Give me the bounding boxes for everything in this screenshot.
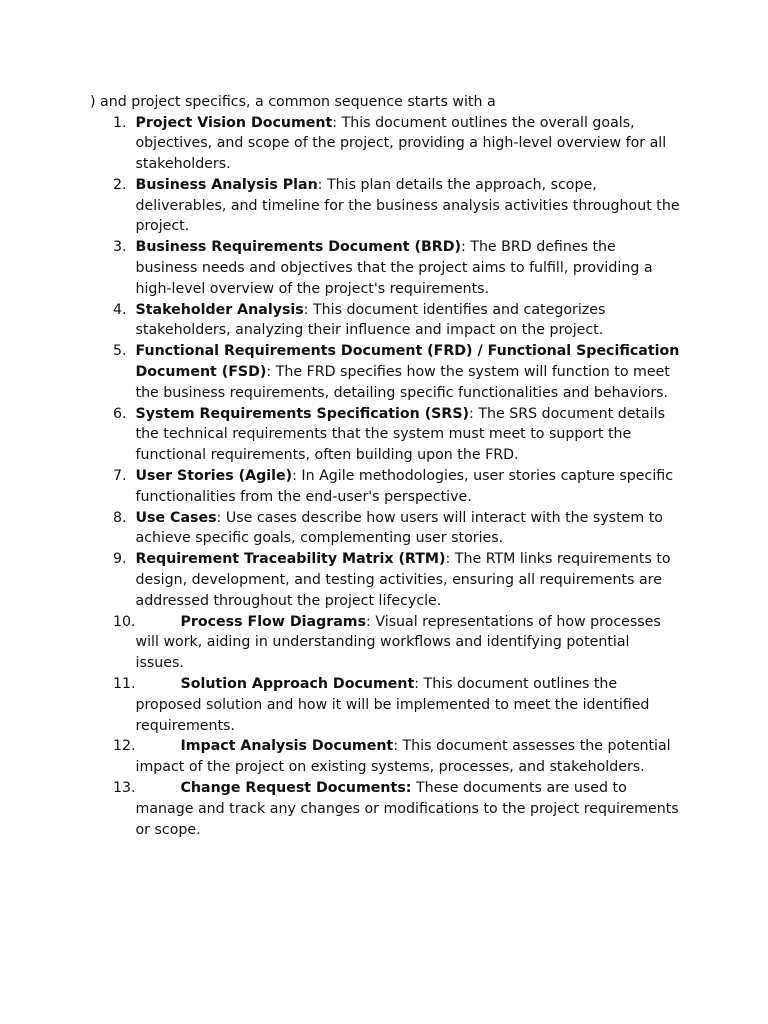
list-item	[0, 341, 681, 403]
list-item-number: 5.	[113, 343, 127, 360]
list-item-number: 6.	[113, 405, 127, 422]
list-item-term: Business Analysis Plan	[135, 176, 318, 193]
list-item-number: 2.	[113, 176, 127, 193]
list-item-number: 4.	[113, 301, 127, 318]
list-item-term: Functional Requirements Document (FRD) / Functional Specification Document (FSD)	[135, 343, 680, 381]
list-item-separator: :	[445, 551, 451, 568]
list-item-term: Change Request Documents:	[180, 780, 412, 796]
list-item	[0, 237, 681, 299]
intro-text: ) and project specifics, a common sequence starts with a	[90, 94, 496, 110]
list-item-description: The BRD defines the business needs and objectives that the project aims to fulfill, providing a high-level overview of the project's requirements.	[135, 239, 653, 297]
list-item-term: Process Flow Diagrams	[180, 613, 367, 630]
list-item-separator: :	[303, 301, 309, 318]
list-item-description: The FRD specifies how the system will function to meet the business requirements, detailing specific functionalities and behaviors.	[135, 364, 670, 401]
list-item-separator: :	[317, 176, 323, 193]
list-item-description: The SRS document details the technical requirements that the system must meet to support the functional requirements, often building upon the FRD.	[135, 405, 665, 464]
list-item-separator: :	[393, 738, 398, 755]
list-item	[0, 778, 681, 840]
list-item-term: Stakeholder Analysis	[135, 301, 304, 318]
list-item-separator: :	[366, 613, 371, 630]
list-item-separator: :	[216, 509, 222, 526]
list-item	[0, 612, 681, 674]
list-item-description: Visual representations of how processes will work, aiding in understanding workflows and identifying potential issues.	[135, 613, 661, 672]
list-item-description: This document assesses the potential impact of the project on existing systems, processes, and stakeholders.	[135, 738, 671, 776]
list-item-description: In Agile methodologies, user stories capture specific functionalities from the end-user's perspective.	[135, 468, 673, 505]
list-item-description: This document identifies and categorizes stakeholders, analyzing their influence and impact on the project.	[135, 301, 606, 339]
list-item-description: This plan details the approach, scope, deliverables, and timeline for the business analysis activities throughout the project.	[135, 176, 680, 235]
list-item-term: User Stories (Agile)	[135, 468, 293, 485]
list-item-separator: :	[414, 676, 420, 693]
list-item-number: 3.	[113, 239, 127, 256]
list-item-number: 8.	[113, 509, 127, 526]
list-item	[0, 508, 681, 550]
list-item-description: This document outlines the overall goals, objectives, and scope of the project, providing a high-level overview for all stakeholders.	[135, 114, 667, 173]
document-sequence-list	[0, 113, 768, 841]
list-item-number: 10.	[113, 613, 136, 630]
list-item	[0, 674, 681, 736]
list-item-term: Solution Approach Document	[180, 676, 415, 693]
list-item	[0, 175, 681, 237]
list-item-separator: :	[266, 364, 272, 381]
list-item	[0, 113, 681, 175]
list-item-separator: :	[292, 468, 297, 485]
list-item	[0, 404, 681, 466]
list-item	[0, 549, 681, 611]
list-item	[0, 466, 681, 508]
list-item-term: Business Requirements Document (BRD)	[135, 239, 461, 256]
list-item-number: 9.	[113, 551, 127, 568]
list-item-number: 7.	[113, 468, 127, 485]
list-item-separator: :	[469, 405, 474, 422]
list-item-term: Requirement Traceability Matrix (RTM)	[135, 551, 446, 568]
list-item-description: This document outlines the proposed solution and how it will be implemented to meet the identified requirements.	[135, 676, 650, 734]
list-item-term: Impact Analysis Document	[180, 738, 394, 755]
list-item-description: Use cases describe how users will interact with the system to achieve specific goals, complementing user stories.	[135, 509, 663, 547]
list-item-number: 12.	[113, 738, 136, 755]
list-item-term: System Requirements Specification (SRS)	[135, 405, 470, 422]
list-item	[0, 300, 681, 342]
list-item	[0, 736, 681, 778]
list-item-number: 1.	[113, 114, 127, 131]
list-item-number: 13.	[113, 780, 136, 796]
list-item-term: Project Vision Document	[135, 114, 333, 131]
list-item-description: The RTM links requirements to design, development, and testing activities, ensuring all requirements are addressed throughout the project lifecycle.	[135, 551, 671, 609]
list-item-description: These documents are used to manage and track any changes or modifications to the project requirements or scope.	[135, 780, 679, 838]
list-item-separator: :	[332, 114, 338, 131]
list-item-number: 11.	[113, 676, 136, 693]
list-item-term: Use Cases	[135, 509, 217, 526]
list-item-separator: :	[460, 239, 466, 256]
